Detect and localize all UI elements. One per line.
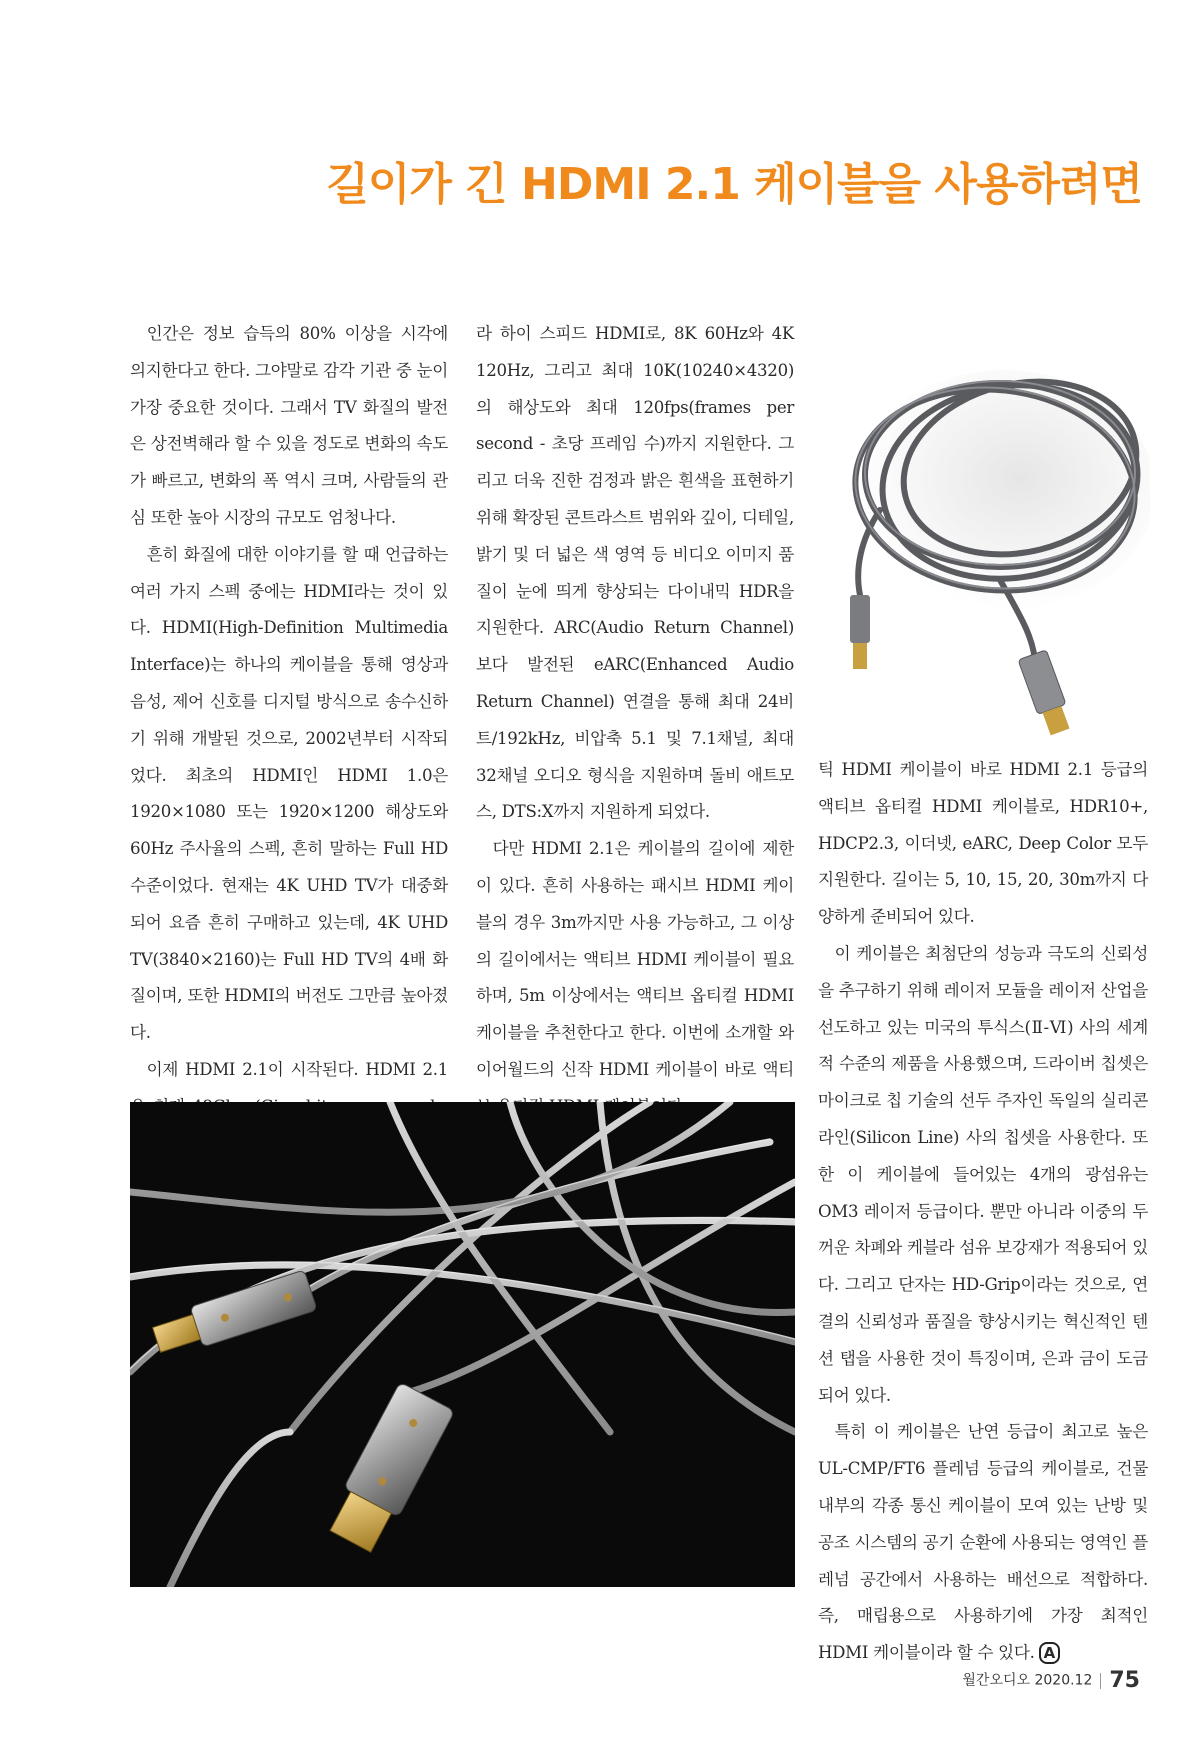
cable-coil-photo xyxy=(820,340,1150,740)
article-title: 길이가 긴 HDMI 2.1 케이블을 사용하려면 xyxy=(326,159,1142,210)
text-column-2 xyxy=(476,316,794,1162)
paragraph-text: 특히 이 케이블은 난연 등급이 최고로 높은 UL-CMP/FT6 플레넘 등급의 케이블로, 건물 내부의 각종 통신 케이블이 모여 있는 난방 및 공조 시스템의 공기 순환에 사용되는 영역인 플레넘 공간에서 사용하는 배선으로 적합하다. 즉, 매립용으로 사용하기에 가장 최적인 HDMI 케이블이라 할 수 있다. xyxy=(818,1422,1148,1663)
cable-connectors-photo xyxy=(130,1102,795,1587)
cable-coil-illustration xyxy=(820,340,1150,740)
paragraph xyxy=(818,1414,1148,1672)
footer-divider xyxy=(1100,1673,1101,1689)
cable-connectors-illustration xyxy=(130,1102,795,1587)
paragraph: 다만 HDMI 2.1은 케이블의 길이에 제한이 있다. 흔히 사용하는 패시브 HDMI 케이블의 경우 3m까지만 사용 가능하고, 그 이상의 길이에서는 액티브 HDMI 케이블이 필요하며, 5m 이상에서는 액티브 옵티컬 HDMI 케이블을 추천한다고 한다. 이번에 소개할 와이어월드의 신작 HDMI 케이블이 바로 액티 xyxy=(476,839,794,1079)
magazine-name: 월간오디오 2020.12 xyxy=(962,1672,1093,1689)
end-mark-logo: A xyxy=(1039,1642,1060,1664)
paragraph: 인간은 정보 습득의 80% 이상을 시각에 의지한다고 한다. 그야말로 감각 기관 중 눈이 가장 중요한 것이다. 그래서 TV 화질의 발전은 상전벽해라 할 수 있을 정도로 변화의 속도가 빠르고, 변화의 폭 역시 크며, 사람들의 관심 또한 높아 시장의 규모도 엄청나다. xyxy=(130,324,448,527)
text-column-3 xyxy=(818,752,1148,1672)
paragraph: 틱 HDMI 케이블이 바로 HDMI 2.1 등급의 액티브 옵티컬 HDMI 케이블로, HDR10+, HDCP2.3, 이더넷, eARC, Deep Color 모두 지원한다. 길이는 5, 10, 15, 20, 30m까지 다양하게 준비되어 있다. xyxy=(818,760,1148,927)
paragraph: 흔히 화질에 대한 이야기를 할 때 언급하는 여러 가지 스펙 중에는 HDMI라는 것이 있다. HDMI(High-Definition Multimedia Interface)는 하나의 케이블을 통해 영상과 음성, 제어 신호를 디지털 방식으로 송수신하기 위해 개발된 것으로, 2002년부터 시작되었다. 최초의 HDMI인 HDMI 1.0은 1920×1080 또는 1920×1200 해상도와 60Hz 주사율의 스펙, 흔히 말하는 Full HD 수준이었다. 현재는 4K UHD TV가 대중화되어 요즘 흔히 구매하고 있는데, 4K UHD TV(3840×2160)는 Full HD TV의 4배 화질이며, 또한 HDMI의 버전도 그만큼 높아졌다. xyxy=(130,544,448,1043)
paragraph: 이제 HDMI 2.1이 시작된다. HDMI 2.1 xyxy=(146,1059,448,1079)
text-column-1 xyxy=(130,316,448,1199)
page-footer xyxy=(962,1668,1140,1693)
paragraph: 라 하이 스피드 HDMI로, 8K 60Hz와 4K 120Hz, 그리고 최대 10K(10240×4320)의 해상도와 최대 120fps(frames per second - 초당 프레임 수)까지 지원한다. 그리고 더욱 진한 검정과 밝은 흰색을 표현하기 위해 확장된 콘트라스트 범위와 깊이, 디테일, 밝기 및 더 넓은 색 영역 등 비디오 이미지 품질이 눈에 띄게 향상되는 다이내믹 HDR을 지원한다. ARC(Audio Return Channel)보다 발전된 eARC(Enhanced Audio Return Channel) 연결을 통해 최대 24비트/192kHz, 비압축 5.1 및 7.1채널, 최대 32채널 오디오 형식을 지원하며 돌비 애트모스, DTS:X까지 지원하게 되었다. xyxy=(476,324,794,822)
page-number: 75 xyxy=(1109,1668,1140,1693)
paragraph: 이 케이블은 최첨단의 성능과 극도의 신뢰성을 추구하기 위해 레이저 모듈을 레이저 산업을 선도하고 있는 미국의 투식스(Ⅱ-Ⅵ) 사의 세계적 수준의 제품을 사용했으며, 드라이버 칩셋은 마이크로 칩 기술의 선두 주자인 독일의 실리콘 라인(Silicon Line) 사의 칩셋을 사용한다. 또한 이 케이블에 들어있는 4개의 광섬유는 OM3 레이저 등급이다. 뿐만 아니라 이중의 두꺼운 차폐와 케블라 섬유 보강재가 적용되어 있다. 그리고 단자는 HD-Grip이라는 것으로, 연결의 신뢰성과 품질을 향상시키는 혁신적인 텐션 탭을 사용한 것이 특징이며, 은과 금이 도금되어 있다. xyxy=(818,943,1148,1405)
